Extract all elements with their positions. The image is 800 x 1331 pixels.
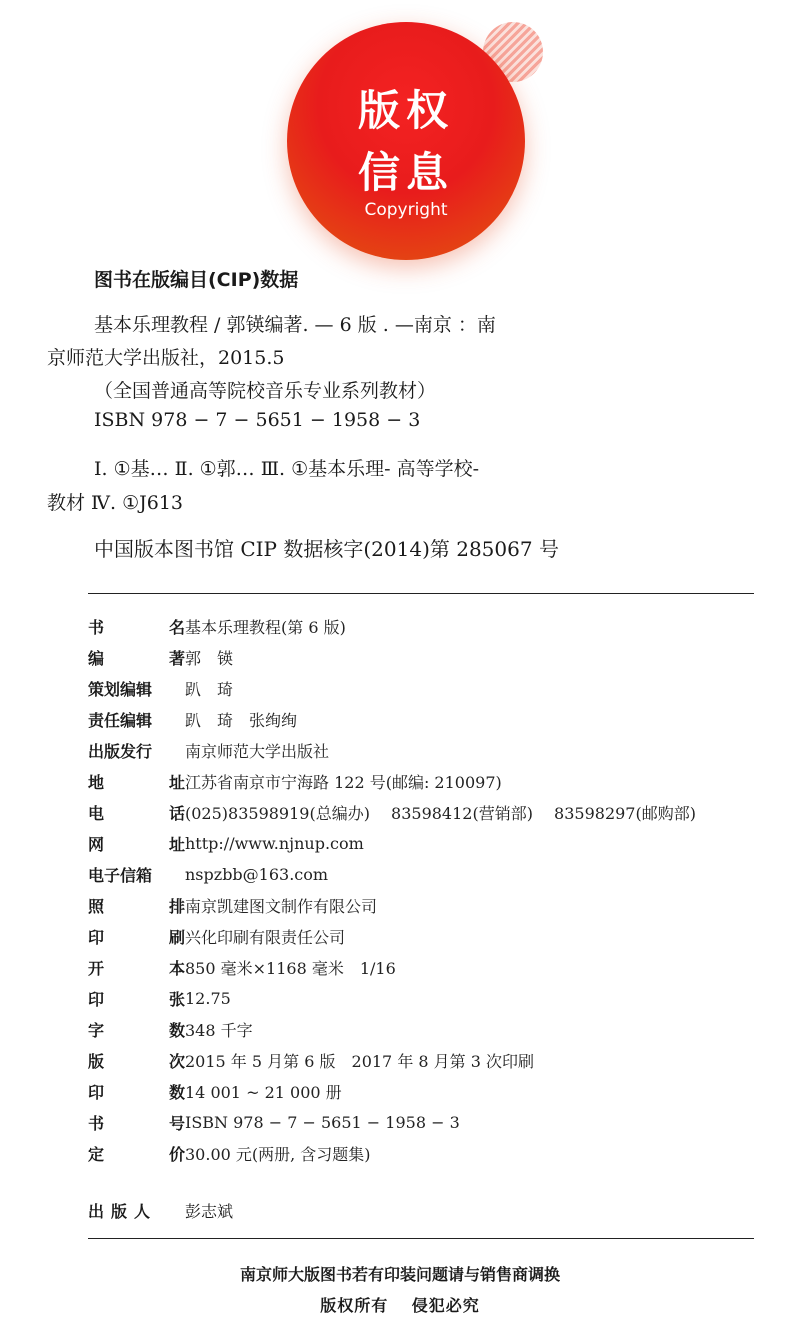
info-label-part: 价 <box>168 1144 185 1164</box>
info-label <box>88 615 185 638</box>
info-label-part: 责任编辑 <box>88 710 153 730</box>
cip-line-classification: Ⅰ. ①基… Ⅱ. ①郭… Ⅲ. ①基本乐理- 高等学校- <box>94 458 480 480</box>
info-row <box>88 674 233 702</box>
info-value: http://www.njnup.com <box>185 833 364 853</box>
info-label <box>88 801 185 824</box>
info-label-part: 电子信箱 <box>88 865 153 885</box>
info-row <box>88 798 696 826</box>
info-label-part: 书 <box>88 1113 105 1133</box>
info-value: nspzbb@163.com <box>185 864 329 884</box>
info-value: 2015 年 5 月第 6 版 2017 年 8 月第 3 次印刷 <box>185 1051 535 1071</box>
info-label <box>88 1018 185 1041</box>
info-label-part: 定 <box>88 1144 105 1164</box>
info-label <box>88 1080 185 1103</box>
info-row <box>88 1015 253 1043</box>
info-row <box>88 767 502 795</box>
info-label <box>88 894 185 917</box>
publisher-label: 出版人 <box>88 1201 158 1221</box>
info-value: 江苏省南京市宁海路 122 号(邮编: 210097) <box>185 772 502 792</box>
info-label-part: 网 <box>88 834 105 854</box>
info-row <box>88 736 329 764</box>
divider-top <box>88 593 754 594</box>
info-label-part: 号 <box>168 1113 185 1133</box>
info-row <box>88 922 345 950</box>
info-row <box>88 984 231 1012</box>
info-label <box>88 1142 185 1165</box>
info-value: 郭 锳 <box>185 648 234 668</box>
info-label-part: 版 <box>88 1051 105 1071</box>
info-row <box>88 643 233 671</box>
info-label-part: 次 <box>168 1051 185 1071</box>
info-value: 南京凯建图文制作有限公司 <box>185 896 378 916</box>
info-label-part: 本 <box>168 958 185 978</box>
info-value: ISBN 978 − 7 − 5651 − 1958 − 3 <box>185 1112 460 1132</box>
cip-line-series: （全国普通高等院校音乐专业系列教材） <box>94 380 437 402</box>
info-label <box>88 646 185 669</box>
info-label <box>88 987 185 1010</box>
info-label-part: 话 <box>168 803 185 823</box>
info-label-part: 照 <box>88 896 105 916</box>
info-row <box>88 1139 371 1167</box>
footer-notice: 南京师大版图书若有印装问题请与销售商调换 <box>239 1265 560 1284</box>
info-label-part: 印 <box>88 989 105 1009</box>
cip-line-isbn: ISBN 978 − 7 − 5651 − 1958 − 3 <box>94 409 421 431</box>
cip-line-record-number: 中国版本图书馆 CIP 数据核字(2014)第 285067 号 <box>94 537 559 561</box>
divider-bottom <box>88 1238 754 1239</box>
info-label <box>88 832 185 855</box>
footer-rights: 版权所有 侵犯必究 <box>320 1296 480 1315</box>
info-label-part: 名 <box>168 617 185 637</box>
info-label-part: 排 <box>168 896 185 916</box>
info-label <box>88 1111 185 1134</box>
info-row <box>88 705 297 733</box>
cip-line-title: 基本乐理教程 / 郭锳编著. — 6 版 . —南京 ：南 <box>94 314 496 336</box>
info-label-part: 著 <box>168 648 185 668</box>
info-label-part: 数 <box>168 1020 185 1040</box>
info-label <box>88 677 185 700</box>
info-label-part: 刷 <box>168 927 185 947</box>
info-value: 基本乐理教程(第 6 版) <box>185 617 346 637</box>
cip-heading: 图书在版编目(CIP)数据 <box>94 269 299 291</box>
info-value: (025)83598919(总编办) 83598412(营销部) 83598297(邮购部) <box>185 803 696 823</box>
info-value: 30.00 元(两册, 含习题集) <box>185 1144 371 1164</box>
info-label-part: 书 <box>88 617 105 637</box>
info-label <box>88 863 185 886</box>
info-label-part: 编 <box>88 648 105 668</box>
info-row <box>88 829 364 857</box>
info-label <box>88 1049 185 1072</box>
info-label <box>88 770 185 793</box>
info-row <box>88 1077 342 1105</box>
cip-line-classification-cont: 教材 Ⅳ. ①J613 <box>47 492 184 514</box>
publisher-row <box>88 1196 233 1224</box>
info-label-part: 张 <box>168 989 185 1009</box>
info-value: 趴 琦 <box>185 679 234 699</box>
info-label-part: 印 <box>88 927 105 947</box>
info-row <box>88 1046 534 1074</box>
info-label-part: 字 <box>88 1020 105 1040</box>
info-row <box>88 1108 460 1136</box>
info-label-part: 地 <box>88 772 105 792</box>
badge-subtitle: Copyright <box>364 200 448 220</box>
publisher-value: 彭志斌 <box>185 1201 234 1221</box>
info-value: 兴化印刷有限责任公司 <box>185 927 346 947</box>
info-label <box>88 956 185 979</box>
badge-title-line2: 信息 <box>357 148 454 197</box>
cip-line-publisher: 京师范大学出版社，2015.5 <box>47 347 285 369</box>
info-label-part: 印 <box>88 1082 105 1102</box>
badge-title-line1: 版权 <box>357 86 454 135</box>
info-row <box>88 860 328 888</box>
info-row <box>88 891 377 919</box>
info-label-part: 数 <box>168 1082 185 1102</box>
info-value: 348 千字 <box>185 1020 253 1040</box>
info-label-part: 出版发行 <box>88 741 153 761</box>
info-label-part: 址 <box>168 772 185 792</box>
info-label-part: 址 <box>168 834 185 854</box>
info-value: 850 毫米×1168 毫米 1/16 <box>185 958 396 978</box>
info-label <box>88 708 185 731</box>
info-value: 12.75 <box>185 988 231 1008</box>
info-label <box>88 739 185 762</box>
info-value: 14 001 ~ 21 000 册 <box>185 1082 342 1102</box>
info-label-part: 电 <box>88 803 105 823</box>
info-value: 趴 琦 张绚绚 <box>185 710 298 730</box>
copyright-badge <box>287 22 525 260</box>
info-row <box>88 953 396 981</box>
info-value: 南京师范大学出版社 <box>185 741 330 761</box>
info-label <box>88 925 185 948</box>
info-row <box>88 612 346 640</box>
info-label-part: 开 <box>88 958 105 978</box>
info-label-part: 策划编辑 <box>88 679 153 699</box>
